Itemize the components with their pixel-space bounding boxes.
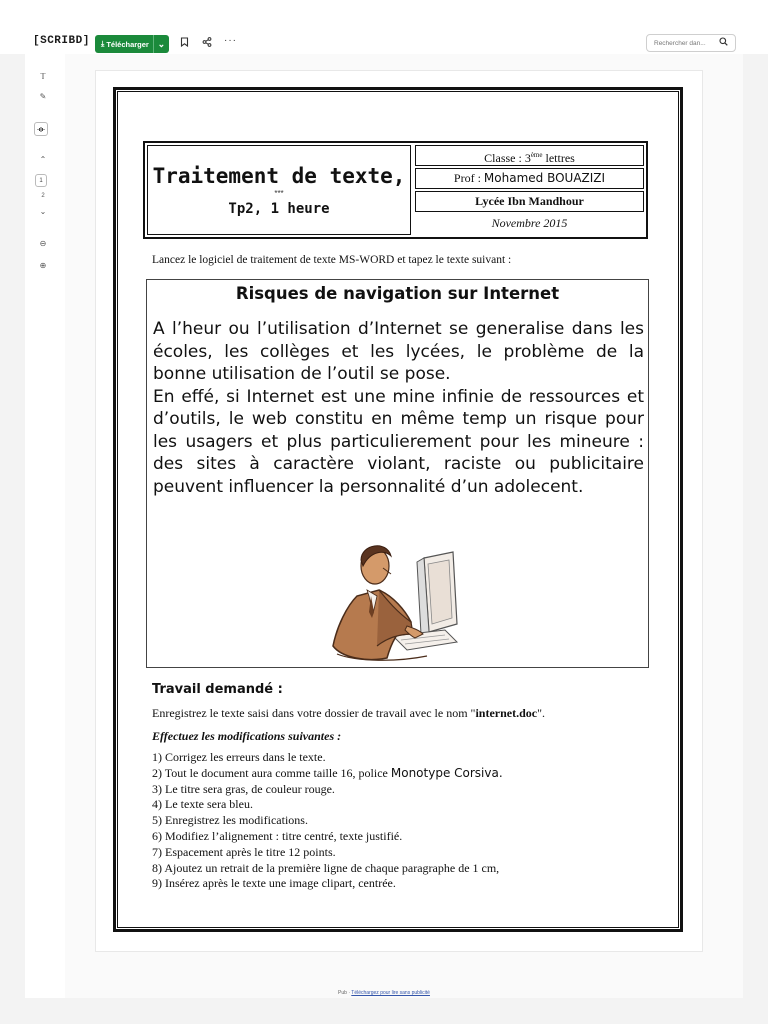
prof-label: Prof : [453, 171, 484, 185]
header-info-cells [415, 145, 644, 235]
class-prefix: Classe : 3 [484, 151, 531, 165]
box-paragraph-2: En effé, si Internet est une mine infinie de ressources et d’outils, le web constitu en même temp un risque pour les usagers et plus particulierement pour les mineure : des sites à caractère violant, raciste ou publicitaire peuvent influencer la personnalité d’un adolecent. [153, 386, 644, 497]
download-label: Télécharger [106, 39, 149, 49]
box-paragraph-1: A l’heur ou l’utilisation d’Internet se generalise dans les écoles, les collèges et les lycées, le problème de la bonne utilisation de l’outil se pose. [153, 319, 644, 384]
prof-cell [415, 168, 644, 189]
text-tool-icon[interactable]: 𝕋 [40, 72, 46, 81]
title-separator: *** [274, 189, 284, 198]
top-toolbar [0, 0, 768, 54]
school-cell: Lycée Ibn Mandhour [415, 191, 644, 212]
task-step: 7) Espacement après le titre 12 points. [152, 844, 336, 859]
search-icon[interactable] [719, 37, 728, 49]
task-heading: Travail demandé : [152, 682, 283, 697]
task-step: 9) Insérez après le texte une image clipart, centrée. [152, 876, 396, 891]
document-header-table [143, 141, 648, 239]
download-icon: ⤓ [101, 39, 105, 48]
page-number-current[interactable]: 1 [35, 174, 47, 187]
audio-icon[interactable] [34, 122, 48, 136]
class-cell [415, 145, 644, 166]
document-subtitle: Tp2, 1 heure [228, 201, 330, 217]
date-cell: Novembre 2015 [491, 216, 568, 230]
scribd-logo[interactable]: [SCRIBD] [33, 35, 90, 47]
search-placeholder: Rechercher dan... [654, 39, 706, 47]
task-step-2 [152, 766, 503, 782]
page-number-next[interactable]: 2 [41, 193, 45, 199]
ad-footer [0, 990, 768, 996]
search-input[interactable] [646, 34, 736, 52]
chevron-down-icon[interactable]: ⌄ [39, 207, 47, 216]
task-step: 6) Modifiez l’alignement : titre centré, texte justifié. [152, 828, 403, 843]
task-step: 5) Enregistrez les modifications. [152, 813, 308, 828]
remove-ads-link[interactable]: Téléchargez pour lire sans publicité [351, 990, 430, 996]
text-box [146, 279, 649, 668]
task-save-line [152, 706, 545, 721]
box-body [153, 318, 644, 498]
chevron-up-icon[interactable]: ⌃ [39, 155, 47, 164]
task-step-2-text: 2) Tout le document aura comme taille 16, police [152, 765, 391, 780]
task-steps-list [152, 750, 503, 892]
bookmark-icon[interactable] [180, 37, 189, 50]
more-options-icon[interactable]: ··· [224, 35, 237, 46]
task-step: 3) Le titre sera gras, de couleur rouge. [152, 781, 335, 796]
download-options-chevron-icon[interactable]: ⌄ [153, 35, 169, 53]
computer-user-clipart [327, 526, 469, 666]
task-step-2-font: Monotype Corsiva. [390, 765, 503, 780]
prof-name: Mohamed BOUAZIZI [483, 171, 606, 185]
task-step: 1) Corrigez les erreurs dans le texte. [152, 750, 326, 764]
share-icon[interactable] [202, 37, 212, 50]
download-button[interactable] [95, 35, 153, 53]
class-suffix: lettres [542, 151, 575, 165]
zoom-out-icon[interactable]: ⊖ [39, 239, 47, 248]
task-save-filename: internet.doc [475, 706, 538, 720]
footer-prefix: Pub · [338, 990, 352, 996]
task-step: 4) Le texte sera bleu. [152, 797, 253, 812]
document-title: Traitement de texte, [152, 164, 406, 188]
task-save-suffix: ". [537, 706, 546, 720]
header-title-cell [147, 145, 411, 235]
left-sidebar [25, 54, 65, 998]
class-sup: ème [530, 151, 543, 159]
task-instructions: Effectuez les modifications suivantes : [152, 729, 342, 743]
download-button-group[interactable] [95, 35, 169, 53]
task-save-prefix: Enregistrez le texte saisi dans votre dossier de travail avec le nom " [152, 706, 476, 720]
pen-icon[interactable]: ✎ [39, 92, 47, 101]
task-step: 8) Ajoutez un retrait de la première ligne de chaque paragraphe de 1 cm, [152, 860, 500, 875]
box-title: Risques de navigation sur Internet [235, 284, 560, 303]
zoom-in-icon[interactable]: ⊕ [39, 261, 47, 270]
intro-instruction: Lancez le logiciel de traitement de texte MS-WORD et tapez le texte suivant : [152, 254, 512, 266]
